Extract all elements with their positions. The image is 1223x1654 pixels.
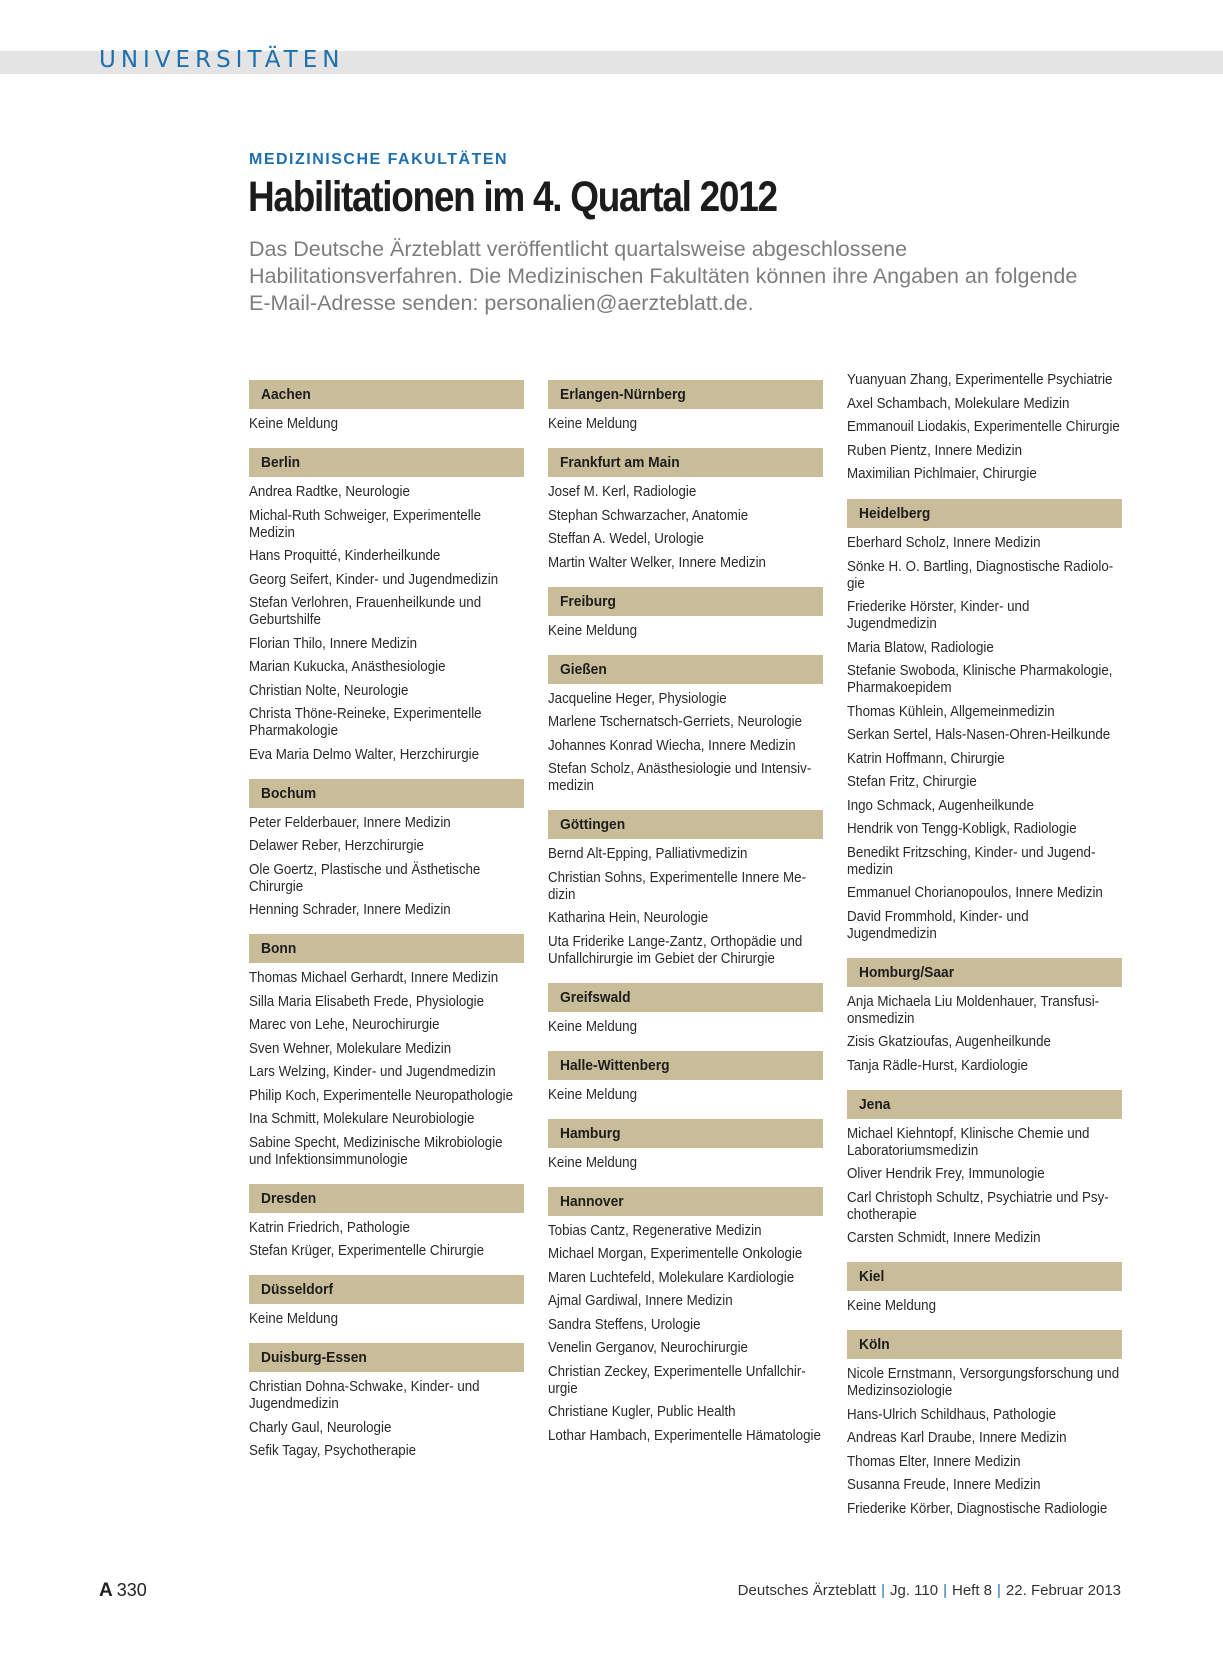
habilitation-list xyxy=(847,987,1122,1075)
faculty-heading xyxy=(847,499,1122,528)
faculty-section xyxy=(548,1119,823,1172)
list-item xyxy=(548,484,823,501)
faculty-section xyxy=(249,779,524,920)
entry-text: Bernd Alt-Epping, Palliativmedizin xyxy=(548,846,748,862)
list-item xyxy=(249,994,524,1011)
list-item xyxy=(847,1230,1122,1247)
entry-text: Thomas Michael Gerhardt, Innere Medizin xyxy=(249,970,499,986)
entry-text: Lars Welzing, Kinder- und Jugendmedizin xyxy=(249,1064,496,1080)
list-item xyxy=(847,1454,1122,1471)
intro-text: Das Deutsche Ärzteblatt veröffentlicht quartalsweise abgeschlossene Habilitationsverfahren. Die Medizinischen Fakultäten können ihre Angaben an folgende E-Mail-Adresse senden: personalien@aerzteblatt.de. xyxy=(249,237,1078,315)
list-item xyxy=(249,1111,524,1128)
habilitation-list xyxy=(249,1213,524,1261)
entry-text: Sefik Tagay, Psychotherapie xyxy=(249,1443,417,1459)
entry-text: Philip Koch, Experimentelle Neuropathologie xyxy=(249,1087,513,1104)
faculty-heading xyxy=(548,1119,823,1148)
habilitation-list xyxy=(249,963,524,1169)
entry-text: Emmanouil Liodakis, Experimentelle Chirurgie xyxy=(847,419,1120,435)
list-item xyxy=(548,531,823,548)
entry-text: Marian Kukucka, Anästhesiologie xyxy=(249,659,446,675)
habilitation-list xyxy=(847,1119,1122,1248)
list-item xyxy=(847,1501,1122,1518)
list-item xyxy=(249,1017,524,1034)
faculty-name: Heidelberg xyxy=(859,505,931,522)
list-item xyxy=(847,1190,1122,1224)
list-item xyxy=(249,1088,524,1105)
list-item xyxy=(847,466,1122,483)
faculty-name: Jena xyxy=(859,1095,891,1113)
list-item xyxy=(548,934,823,968)
entry-text: Michal-Ruth Schweiger, Experimentelle Medizin xyxy=(249,507,482,541)
list-item xyxy=(249,1041,524,1058)
list-item xyxy=(548,555,823,572)
entry-text: Maren Luchtefeld, Molekulare Kardiologie xyxy=(548,1269,795,1286)
list-item xyxy=(548,1270,823,1287)
entry-text: Ajmal Gardiwal, Innere Medizin xyxy=(548,1293,733,1309)
habilitation-list xyxy=(548,839,823,968)
faculty-section xyxy=(249,1275,524,1328)
footer-citation xyxy=(738,1582,1121,1599)
list-item xyxy=(847,372,1122,389)
list-item xyxy=(847,1166,1122,1183)
entry-text: Marec von Lehe, Neurochirurgie xyxy=(249,1017,440,1033)
habilitation-list xyxy=(249,808,524,920)
entry-text: Keine Meldung xyxy=(548,1086,638,1103)
faculty-section xyxy=(548,655,823,796)
list-item xyxy=(548,691,823,708)
faculty-section xyxy=(847,1262,1122,1315)
list-item xyxy=(847,535,1122,552)
column-2 xyxy=(548,380,823,1460)
list-item xyxy=(548,1404,823,1421)
entry-text: Keine Meldung xyxy=(548,1018,638,1035)
faculty-name: Düsseldorf xyxy=(261,1281,334,1298)
list-item xyxy=(249,706,524,740)
faculty-heading xyxy=(249,380,524,409)
faculty-name: Greifswald xyxy=(560,988,631,1006)
entry-text: Venelin Gerganov, Neurochirurgie xyxy=(548,1340,748,1356)
faculty-name: Hamburg xyxy=(560,1124,621,1142)
habilitation-list xyxy=(249,1372,524,1460)
entry-text: Friederike Hörster, Kinder- und Jugendmedizin xyxy=(847,599,1030,632)
faculty-heading xyxy=(847,1330,1122,1359)
list-item xyxy=(249,970,524,987)
list-item xyxy=(847,1430,1122,1447)
faculty-name: Bonn xyxy=(261,940,297,957)
list-item xyxy=(249,815,524,832)
entry-text: Zisis Gkatzioufas, Augenheilkunde xyxy=(847,1034,1051,1050)
faculty-section xyxy=(847,1090,1122,1248)
faculty-section xyxy=(548,1187,823,1445)
entry-text: David Frommhold, Kinder- und Jugendmedizin xyxy=(847,908,1029,942)
faculty-section xyxy=(548,810,823,968)
list-item xyxy=(548,1019,823,1036)
issue: Heft 8 xyxy=(951,1582,993,1599)
faculty-name: Duisburg-Essen xyxy=(261,1349,367,1366)
page-title: Habilitationen im 4. Quartal 2012 xyxy=(248,173,777,221)
list-item xyxy=(548,416,823,433)
habilitation-list xyxy=(847,528,1122,943)
entry-text: Emmanuel Chorianopoulos, Innere Medizin xyxy=(847,885,1103,901)
entry-text: Keine Meldung xyxy=(548,622,638,639)
list-item xyxy=(249,484,524,501)
faculty-name: Hannover xyxy=(560,1192,624,1210)
habilitation-list xyxy=(548,1148,823,1172)
list-item xyxy=(249,1243,524,1260)
entry-text: Stefanie Swoboda, Klinische Pharmakologie, Pharmakoepidem xyxy=(847,663,1113,696)
kicker: MEDIZINISCHE FAKULTÄTEN xyxy=(249,151,509,168)
faculty-name: Dresden xyxy=(261,1189,317,1207)
faculty-name: Göttingen xyxy=(560,816,626,833)
entry-text: Uta Friderike Lange-Zantz, Orthopädie und Unfallchirurgie im Gebiet der Chirurgie xyxy=(548,933,803,967)
entry-text: Ruben Pientz, Innere Medizin xyxy=(847,442,1023,459)
entry-text: Stefan Krüger, Experimentelle Chirurgie xyxy=(249,1243,485,1259)
faculty-section xyxy=(548,380,823,433)
faculty-section xyxy=(249,380,524,433)
entry-text: Carsten Schmidt, Innere Medizin xyxy=(847,1230,1041,1246)
list-item xyxy=(847,1126,1122,1160)
faculty-heading xyxy=(847,1090,1122,1119)
list-item xyxy=(249,902,524,919)
faculty-name: Erlangen-Nürnberg xyxy=(560,386,686,403)
entry-text: Steffan A. Wedel, Urologie xyxy=(548,531,704,547)
list-item xyxy=(249,1379,524,1413)
faculty-name: Berlin xyxy=(261,454,301,471)
entry-text: Friederike Körber, Diagnostische Radiologie xyxy=(847,1500,1108,1517)
list-item xyxy=(249,1420,524,1437)
entry-text: Andrea Radtke, Neurologie xyxy=(249,484,410,500)
entry-text: Stefan Fritz, Chirurgie xyxy=(847,774,977,790)
list-item xyxy=(847,1407,1122,1424)
entry-text: Katharina Hein, Neurologie xyxy=(548,910,709,926)
entry-text: Susanna Freude, Innere Medizin xyxy=(847,1477,1041,1493)
entry-text: Florian Thilo, Innere Medizin xyxy=(249,635,418,652)
faculty-name: Freiburg xyxy=(560,592,616,610)
faculty-heading xyxy=(249,1275,524,1304)
list-item xyxy=(249,747,524,764)
list-item xyxy=(548,870,823,904)
entry-text: Oliver Hendrik Frey, Immunologie xyxy=(847,1166,1045,1182)
entry-text: Michael Morgan, Experimentelle Onkologie xyxy=(548,1246,803,1262)
list-item xyxy=(249,1311,524,1328)
column-1 xyxy=(249,380,524,1475)
list-item xyxy=(249,1443,524,1460)
entry-text: Sven Wehner, Molekulare Medizin xyxy=(249,1040,452,1057)
entry-text: Christian Sohns, Experimentelle Innere Me-dizin xyxy=(548,869,807,903)
entry-text: Maria Blatow, Radiologie xyxy=(847,639,994,656)
habilitation-list xyxy=(847,1359,1122,1518)
habilitation-list xyxy=(847,1291,1122,1315)
list-item xyxy=(847,1477,1122,1494)
list-item xyxy=(249,636,524,653)
list-item xyxy=(249,548,524,565)
habilitation-list xyxy=(249,1304,524,1328)
entry-text: Serkan Sertel, Hals-Nasen-Ohren-Heilkunde xyxy=(847,727,1111,743)
continued-entry-list xyxy=(847,372,1122,483)
list-item xyxy=(847,1366,1122,1400)
entry-text: Silla Maria Elisabeth Frede, Physiologie xyxy=(249,993,485,1010)
list-item xyxy=(249,1064,524,1081)
list-item xyxy=(249,683,524,700)
faculty-section xyxy=(249,1343,524,1460)
separator: | xyxy=(997,1582,1001,1599)
faculty-name: Köln xyxy=(859,1336,890,1353)
entry-text: Jacqueline Heger, Physiologie xyxy=(548,690,727,707)
entry-text: Stephan Schwarzacher, Anatomie xyxy=(548,507,749,524)
faculty-heading xyxy=(548,983,823,1012)
entry-text: Christian Zeckey, Experimentelle Unfallchir-urgie xyxy=(548,1363,806,1397)
list-item xyxy=(249,572,524,589)
list-item xyxy=(847,774,1122,791)
entry-text: Christian Dohna-Schwake, Kinder- und Jugendmedizin xyxy=(249,1379,480,1412)
list-item xyxy=(548,761,823,795)
entry-text: Ole Goertz, Plastische und Ästhetische Chirurgie xyxy=(249,861,481,895)
entry-text: Stefan Verlohren, Frauenheilkunde und Geburtshilfe xyxy=(249,595,482,628)
entry-text: Peter Felderbauer, Innere Medizin xyxy=(249,814,451,831)
entry-text: Hans Proquitté, Kinderheilkunde xyxy=(249,548,441,564)
list-item xyxy=(548,1246,823,1263)
habilitation-list xyxy=(548,1012,823,1036)
faculty-heading xyxy=(249,1184,524,1213)
list-item xyxy=(847,727,1122,744)
list-item xyxy=(847,885,1122,902)
faculty-name: Gießen xyxy=(560,660,607,678)
faculty-section xyxy=(249,934,524,1169)
entry-text: Delawer Reber, Herzchirurgie xyxy=(249,838,424,854)
entry-text: Anja Michaela Liu Moldenhauer, Transfusi-onsmedizin xyxy=(847,993,1100,1027)
entry-text: Christiane Kugler, Public Health xyxy=(548,1404,736,1420)
faculty-section xyxy=(847,1330,1122,1518)
list-item xyxy=(548,1087,823,1104)
habilitation-list xyxy=(249,477,524,764)
faculty-heading xyxy=(847,958,1122,987)
faculty-heading xyxy=(548,380,823,409)
entry-text: Keine Meldung xyxy=(548,1154,638,1171)
entry-text: Michael Kiehntopf, Klinische Chemie und Laboratoriumsmedizin xyxy=(847,1125,1090,1159)
faculty-name: Bochum xyxy=(261,784,317,802)
faculty-heading xyxy=(548,448,823,477)
list-item xyxy=(249,1220,524,1237)
list-item xyxy=(847,599,1122,633)
list-item xyxy=(548,738,823,755)
page-prefix: A xyxy=(99,1580,113,1601)
list-item xyxy=(548,1293,823,1310)
list-item xyxy=(548,1223,823,1240)
habilitation-list xyxy=(548,409,823,433)
entry-text: Maximilian Pichlmaier, Chirurgie xyxy=(847,466,1037,482)
faculty-heading xyxy=(548,810,823,839)
faculty-name: Aachen xyxy=(261,386,311,403)
faculty-heading xyxy=(548,1187,823,1216)
faculty-section xyxy=(249,1184,524,1261)
entry-text: Keine Meldung xyxy=(249,416,339,432)
entry-text: Christa Thöne-Reineke, Experimentelle Pharmakologie xyxy=(249,706,482,739)
faculty-name: Kiel xyxy=(859,1268,885,1285)
separator: | xyxy=(881,1582,885,1599)
list-item xyxy=(548,1364,823,1398)
list-item xyxy=(548,623,823,640)
entry-text: Thomas Kühlein, Allgemeinmedizin xyxy=(847,703,1055,720)
list-item xyxy=(548,1340,823,1357)
list-item xyxy=(847,994,1122,1028)
entry-text: Katrin Hoffmann, Chirurgie xyxy=(847,750,1005,767)
list-item xyxy=(548,910,823,927)
entry-text: Josef M. Kerl, Radiologie xyxy=(548,484,697,500)
entry-text: Keine Meldung xyxy=(847,1298,937,1314)
volume: Jg. 110 xyxy=(889,1582,939,1599)
entry-text: Marlene Tschernatsch-Gerriets, Neurologie xyxy=(548,714,803,730)
entry-text: Benedikt Fritzsching, Kinder- und Jugend-medizin xyxy=(847,844,1096,878)
list-item xyxy=(847,798,1122,815)
issue-date: 22. Februar 2013 xyxy=(1005,1582,1121,1599)
faculty-section xyxy=(548,983,823,1036)
list-item xyxy=(847,419,1122,436)
list-item xyxy=(847,1298,1122,1315)
entry-text: Tanja Rädle-Hurst, Kardiologie xyxy=(847,1057,1028,1074)
habilitation-list xyxy=(249,409,524,433)
habilitation-list xyxy=(548,616,823,640)
list-item xyxy=(249,659,524,676)
entry-text: Lothar Hambach, Experimentelle Hämatologie xyxy=(548,1427,821,1444)
entry-text: Keine Meldung xyxy=(548,416,638,432)
entry-text: Yuanyuan Zhang, Experimentelle Psychiatrie xyxy=(847,372,1113,388)
list-item xyxy=(548,1317,823,1334)
entry-text: Eva Maria Delmo Walter, Herzchirurgie xyxy=(249,746,480,763)
entry-text: Charly Gaul, Neurologie xyxy=(249,1419,392,1436)
entry-text: Sabine Specht, Medizinische Mikrobiologie und Infektionsimmunologie xyxy=(249,1134,503,1168)
faculty-section xyxy=(548,448,823,572)
faculty-section xyxy=(548,1051,823,1104)
list-item xyxy=(847,751,1122,768)
list-item xyxy=(847,1034,1122,1051)
list-item xyxy=(847,704,1122,721)
entry-text: Henning Schrader, Innere Medizin xyxy=(249,902,451,918)
faculty-heading xyxy=(249,934,524,963)
entry-text: Katrin Friedrich, Pathologie xyxy=(249,1219,410,1236)
column-3 xyxy=(847,372,1122,1533)
page-number-value: 330 xyxy=(116,1580,147,1600)
entry-text: Johannes Konrad Wiecha, Innere Medizin xyxy=(548,737,796,754)
list-item xyxy=(249,595,524,629)
faculty-section xyxy=(847,499,1122,943)
habilitation-list xyxy=(548,1080,823,1104)
list-item xyxy=(249,838,524,855)
faculty-section xyxy=(548,587,823,640)
entry-text: Ingo Schmack, Augenheilkunde xyxy=(847,797,1034,814)
list-item xyxy=(847,909,1122,943)
entry-text: Keine Meldung xyxy=(249,1311,339,1327)
entry-text: Hendrik von Tengg-Kobligk, Radiologie xyxy=(847,821,1077,837)
faculty-heading xyxy=(249,1343,524,1372)
entry-text: Hans-Ulrich Schildhaus, Pathologie xyxy=(847,1406,1057,1423)
entry-text: Tobias Cantz, Regenerative Medizin xyxy=(548,1222,762,1239)
habilitation-list xyxy=(548,1216,823,1445)
list-item xyxy=(847,821,1122,838)
habilitation-list xyxy=(548,477,823,572)
list-item xyxy=(249,862,524,896)
list-item xyxy=(847,1058,1122,1075)
entry-text: Georg Seifert, Kinder- und Jugendmedizin xyxy=(249,571,499,588)
list-item xyxy=(548,1155,823,1172)
faculty-section xyxy=(847,958,1122,1075)
faculty-heading xyxy=(548,655,823,684)
list-item xyxy=(548,846,823,863)
list-item xyxy=(249,1135,524,1169)
entry-text: Sandra Steffens, Urologie xyxy=(548,1316,701,1333)
list-item xyxy=(847,845,1122,879)
faculty-heading xyxy=(249,779,524,808)
faculty-heading xyxy=(847,1262,1122,1291)
faculty-name: Homburg/Saar xyxy=(859,963,955,981)
entry-text: Thomas Elter, Innere Medizin xyxy=(847,1453,1021,1470)
entry-text: Martin Walter Welker, Innere Medizin xyxy=(548,554,766,571)
habilitation-list xyxy=(548,684,823,796)
entry-text: Stefan Scholz, Anästhesiologie und Intensiv-medizin xyxy=(548,761,812,794)
faculty-name: Halle-Wittenberg xyxy=(560,1056,670,1074)
faculty-heading xyxy=(548,1051,823,1080)
list-item xyxy=(847,443,1122,460)
entry-text: Christian Nolte, Neurologie xyxy=(249,682,409,699)
entry-text: Eberhard Scholz, Innere Medizin xyxy=(847,535,1041,551)
list-item xyxy=(847,396,1122,413)
entry-text: Carl Christoph Schultz, Psychiatrie und Psy-chotherapie xyxy=(847,1189,1109,1223)
entry-text: Nicole Ernstmann, Versorgungsforschung und Medizinsoziologie xyxy=(847,1366,1120,1399)
faculty-name: Frankfurt am Main xyxy=(560,454,680,471)
section-label: UNIVERSITÄTEN xyxy=(99,47,345,73)
journal-name: Deutsches Ärzteblatt xyxy=(737,1582,877,1599)
faculty-heading xyxy=(548,587,823,616)
list-item xyxy=(548,508,823,525)
entry-text: Ina Schmitt, Molekulare Neurobiologie xyxy=(249,1111,475,1127)
list-item xyxy=(847,663,1122,697)
list-item xyxy=(249,508,524,542)
list-item xyxy=(847,559,1122,593)
entry-text: Andreas Karl Draube, Innere Medizin xyxy=(847,1430,1067,1446)
list-item xyxy=(249,416,524,433)
entry-text: Sönke H. O. Bartling, Diagnostische Radiolo-gie xyxy=(847,558,1114,592)
list-item xyxy=(548,1428,823,1445)
list-item xyxy=(548,714,823,731)
faculty-heading xyxy=(249,448,524,477)
faculty-section xyxy=(249,448,524,764)
separator: | xyxy=(943,1582,947,1599)
entry-text: Axel Schambach, Molekulare Medizin xyxy=(847,395,1070,412)
list-item xyxy=(847,640,1122,657)
page-number xyxy=(99,1580,147,1602)
